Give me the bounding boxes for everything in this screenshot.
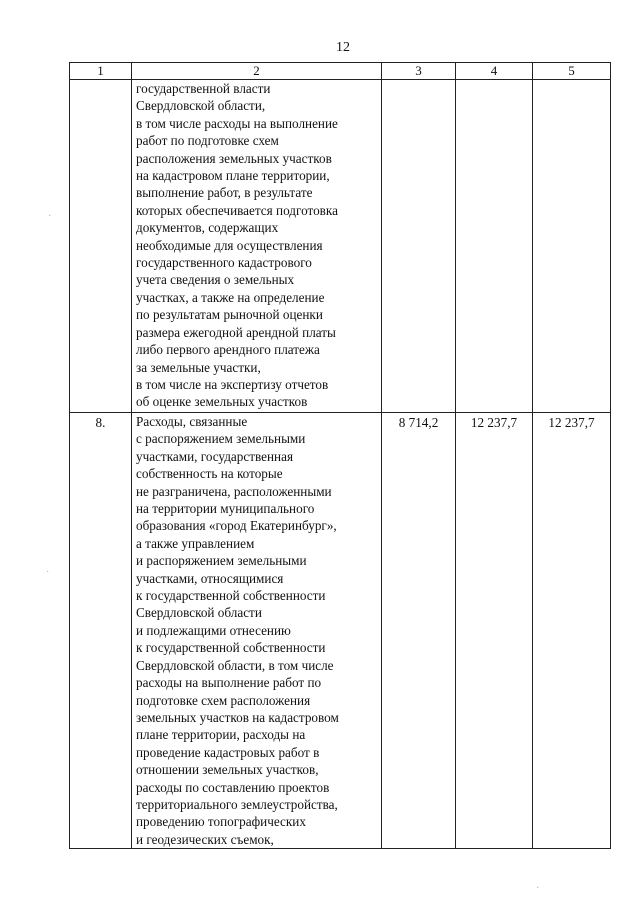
column-header: 5: [533, 63, 611, 80]
column-header: 2: [132, 63, 382, 80]
row-value-col4: 12 237,7: [456, 413, 533, 849]
row-number: 8.: [70, 413, 132, 849]
row-value-col3: 8 714,2: [382, 413, 456, 849]
table-row: [70, 80, 611, 413]
budget-table: [69, 62, 611, 849]
table-header-row: [70, 63, 611, 80]
row-description: государственной власти Свердловской области, в том числе расходы на выполнение работ по подготовке схем расположения земельных участков на кадастровом плане территории, выполнение работ, в результате которых обеспечивается подготовка документов, содержащих необходимые для осуществления государственного кадастрового учета сведения о земельных участках, а также на определение по результатам рыночной оценки размера ежегодной арендной платы либо первого арендного платежа за земельные участки, в том числе на экспертизу отчетов об оценке земельных участков: [132, 80, 382, 413]
table-row: [70, 413, 611, 849]
scan-speck: ·: [46, 567, 50, 578]
row-number: [70, 80, 132, 413]
page-number: 12: [336, 40, 350, 55]
row-value-col5: [533, 80, 611, 413]
column-header: 4: [456, 63, 533, 80]
row-description: Расходы, связанные с распоряжением земельными участками, государственная собственность на которые не разграничена, расположенными на территории муниципального образования «город Екатеринбург», а также управлением и распоряжением земельными участками, относящимися к государственной собственности Свердловской области и подлежащими отнесению к государственной собственности Свердловской области, в том числе расходы на выполнение работ по подготовке схем расположения земельных участков на кадастровом плане территории, расходы на проведение кадастровых работ в отношении земельных участков, расходы по составлению проектов территориального землеустройства, проведению топографических и геодезических съемок,: [132, 413, 382, 849]
row-value-col3: [382, 80, 456, 413]
row-value-col4: [456, 80, 533, 413]
column-header: 3: [382, 63, 456, 80]
scan-speck: ·: [48, 211, 52, 222]
row-value-col5: 12 237,7: [533, 413, 611, 849]
scan-speck: ·: [536, 883, 540, 894]
column-header: 1: [70, 63, 132, 80]
